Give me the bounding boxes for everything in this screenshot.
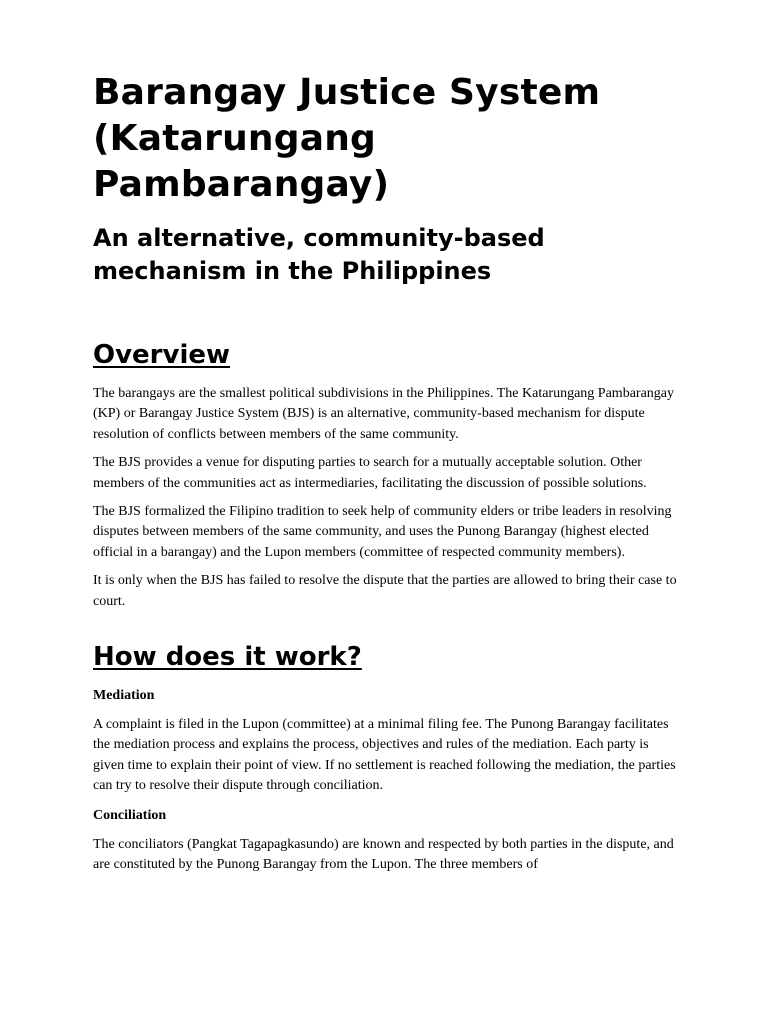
overview-heading: Overview — [93, 340, 231, 370]
subtitle-line: An alternative, community-based — [93, 224, 545, 252]
subtitle-line: mechanism in the Philippines — [93, 257, 492, 285]
overview-paragraph: The BJS formalized the Filipino tradition to seek help of community elders or tribe leaders in resolving disputes between members of the same community, and uses the Punong Barangay (highest elected official in a barangay) and the Lupon members (committee of respected community members). — [93, 504, 672, 560]
document-title — [93, 70, 683, 208]
mediation-heading: Mediation — [93, 688, 155, 704]
conciliation-heading: Conciliation — [93, 807, 167, 823]
title-line: Barangay Justice System — [93, 72, 601, 113]
overview-paragraph: It is only when the BJS has failed to resolve the dispute that the parties are allowed to bring their case to court. — [93, 573, 677, 609]
mediation-paragraph: A complaint is filed in the Lupon (committee) at a minimal filing fee. The Punong Barangay facilitates the mediation process and explains the process, objectives and rules of the mediation. Each party is given time to explain their point of view. If no settlement is reached following the mediation, the parties can try to resolve their dispute through conciliation. — [93, 717, 676, 794]
document-subtitle — [93, 222, 653, 288]
overview-paragraph: The BJS provides a venue for disputing parties to search for a mutually acceptable solution. Other members of the communities act as intermediaries, facilitating the discussion of possible solutions. — [93, 455, 647, 491]
title-line: (Katarungang — [93, 118, 377, 159]
overview-section — [93, 338, 683, 612]
how-it-works-heading: How does it work? — [93, 642, 362, 673]
title-line: Pambarangay) — [93, 164, 390, 205]
conciliation-paragraph: The conciliators (Pangkat Tagapagkasundo) are known and respected by both parties in the dispute, and are constituted by the Punong Barangay from the Lupon. The three members of — [93, 836, 674, 873]
document-page — [93, 70, 683, 876]
how-it-works-section — [93, 640, 683, 875]
overview-paragraph: The barangays are the smallest political subdivisions in the Philippines. The Katarungang Pambarangay (KP) or Barangay Justice System (BJS) is an alternative, community-based mechanism for dispute resolution of conflicts between members of the same community. — [93, 386, 674, 442]
